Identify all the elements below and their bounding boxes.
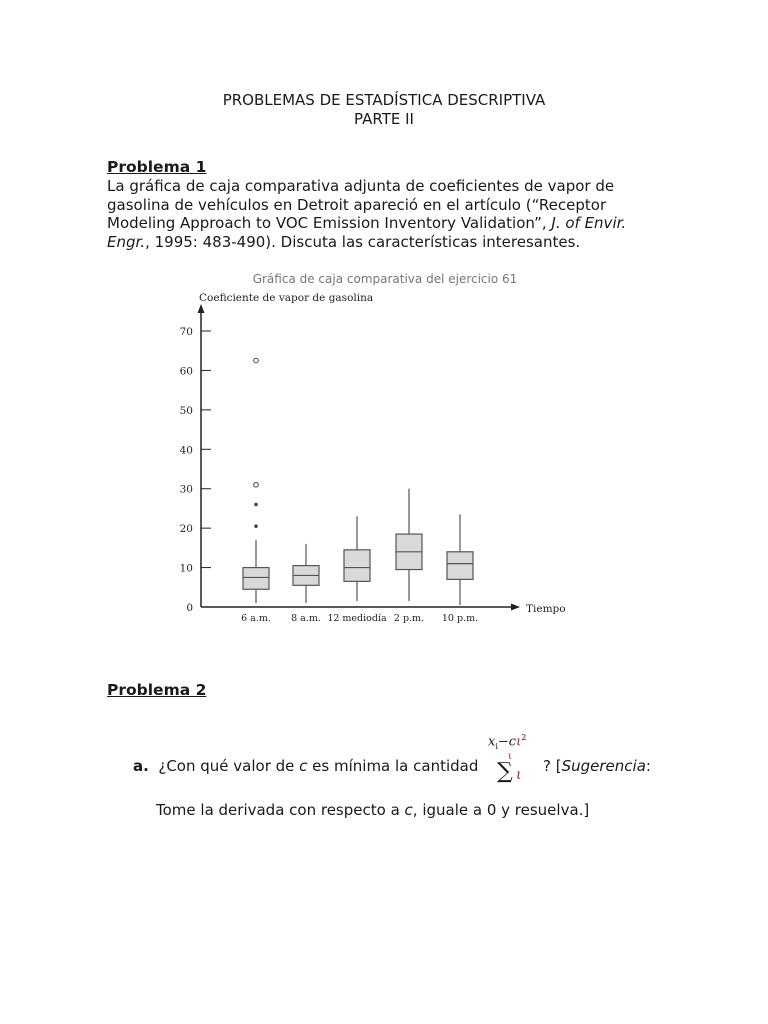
formula-sum-top: ι [508, 751, 512, 762]
question-a-hint [543, 757, 651, 775]
question-a-var: c [299, 757, 308, 775]
question-a-line2-var: c [404, 801, 413, 819]
problem1-heading: Problema 1 [107, 158, 207, 176]
extreme-outlier [254, 482, 259, 487]
x-tick-label: 6 a.m. [241, 613, 271, 624]
mild-outlier [254, 524, 258, 528]
y-tick-label: 0 [186, 602, 193, 614]
hint-word: Sugerencia [561, 757, 646, 775]
document-subtitle: PARTE II [354, 110, 414, 128]
x-tick-label: 2 p.m. [393, 613, 425, 624]
question-a-text3: ? [ [543, 757, 562, 775]
y-tick-label: 40 [179, 444, 193, 457]
formula-numerator [488, 733, 526, 751]
extreme-outlier [254, 358, 259, 363]
box [344, 550, 370, 582]
box [447, 552, 473, 580]
x-tick-label: 10 p.m. [441, 613, 479, 624]
x-tick-label: 12 mediodía [327, 613, 387, 624]
question-a-line2-text2: , iguale a 0 y resuelva.] [412, 801, 590, 819]
y-tick-label: 70 [179, 326, 193, 338]
question-a-text2: es mínima la cantidad [307, 757, 479, 775]
y-tick-label: 10 [179, 562, 193, 575]
y-tick-label: 20 [179, 523, 193, 536]
question-a-line1 [133, 757, 478, 775]
plot-area [180, 304, 520, 624]
mild-outlier [254, 503, 258, 507]
question-a-label: a. [133, 757, 149, 775]
y-tick-label: 50 [179, 404, 193, 417]
problem1-text-part1: La gráfica de caja comparativa adjunta de coeficientes de vapor de gasolina de vehículos en Detroit apareció en el artículo (“Receptor Modeling Approach to VOC Emission Inventory Validation”, [107, 177, 615, 233]
formula-sum-term: ι [516, 767, 522, 783]
y-axis-arrow [198, 304, 205, 313]
question-a-line2-text1: Tome la derivada con respecto a [156, 801, 405, 819]
question-a-text1: ¿Con qué valor de [158, 757, 300, 775]
box [243, 568, 269, 590]
problem2-heading: Problema 2 [107, 681, 207, 699]
journal-name: J. of Envir. Engr. [107, 214, 627, 251]
x-axis-arrow [511, 604, 520, 611]
comparative-boxplot [175, 266, 575, 636]
document-title: PROBLEMAS DE ESTADÍSTICA DESCRIPTIVA [222, 91, 546, 109]
formula-minus-c: −c [497, 734, 517, 750]
x-axis-label: Tiempo [526, 603, 566, 615]
formula-sup-2: 2 [521, 733, 527, 742]
x-tick-label: 8 a.m. [291, 613, 321, 624]
problem1-text [107, 177, 667, 251]
question-a-line2 [156, 801, 589, 819]
sum-symbol: ∑ [497, 759, 513, 784]
problem1-text-part2: , 1995: 483-490). Discuta las características interesantes. [145, 232, 581, 251]
y-tick-label: 60 [179, 365, 193, 378]
formula-iota: ι [516, 734, 522, 750]
formula-sub-i: i [495, 741, 498, 751]
question-a-text4: : [645, 757, 651, 775]
chart-title: Gráfica de caja comparativa del ejercicio 61 [252, 272, 518, 286]
formula-x: x [488, 734, 496, 750]
y-axis-label: Coeficiente de vapor de gasolina [199, 292, 374, 304]
y-tick-label: 30 [179, 483, 193, 496]
